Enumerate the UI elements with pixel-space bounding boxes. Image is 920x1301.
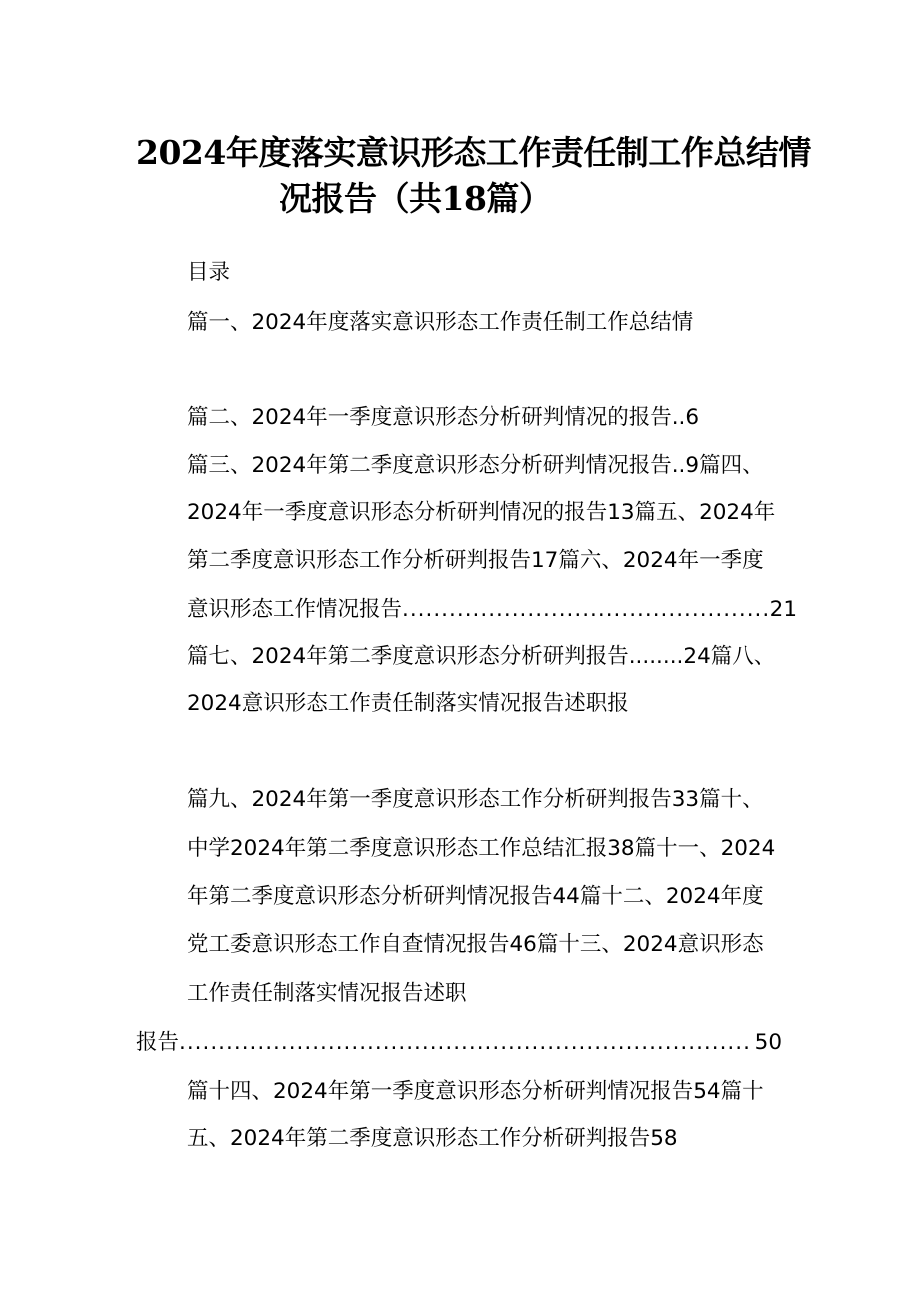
toc-line[interactable]: 第二季度意识形态工作分析研判报告17篇六、2024年一季度 <box>187 548 764 573</box>
toc-leader-line[interactable] <box>187 596 797 624</box>
toc-page-number: 21 <box>769 597 797 622</box>
dot-leader <box>402 596 768 624</box>
toc-leader-text: 意识形态工作情况报告 <box>187 597 403 622</box>
toc-leader-text: 报告 <box>136 1030 180 1055</box>
toc-line[interactable]: 2024年一季度意识形态分析研判情况的报告13篇五、2024年 <box>187 500 776 525</box>
toc-line[interactable]: 篇九、2024年第一季度意识形态工作分析研判报告33篇十、 <box>187 787 764 812</box>
toc-line[interactable]: 篇三、2024年第二季度意识形态分析研判情况报告..9篇四、 <box>187 453 764 478</box>
toc-line[interactable]: 篇二、2024年一季度意识形态分析研判情况的报告..6 <box>187 405 700 430</box>
toc-line[interactable]: 篇十四、2024年第一季度意识形态分析研判情况报告54篇十 <box>187 1079 764 1104</box>
toc-leader-line[interactable] <box>136 1029 782 1057</box>
toc-line[interactable]: 党工委意识形态工作自查情况报告46篇十三、2024意识形态 <box>187 932 764 957</box>
toc-line[interactable]: 2024意识形态工作责任制落实情况报告述职报 <box>187 691 629 716</box>
dot-leader <box>179 1029 753 1057</box>
toc-line[interactable]: 五、2024年第二季度意识形态工作分析研判报告58 <box>187 1126 678 1151</box>
toc-line[interactable]: 篇七、2024年第二季度意识形态分析研判报告........24篇八、 <box>187 644 776 669</box>
toc-line[interactable]: 篇一、2024年度落实意识形态工作责任制工作总结情 <box>187 310 694 335</box>
toc-line[interactable]: 中学2024年第二季度意识形态工作总结汇报38篇十一、2024 <box>187 836 776 861</box>
document-title <box>136 130 816 222</box>
toc-line[interactable]: 工作责任制落实情况报告述职 <box>187 981 467 1006</box>
toc-line[interactable]: 年第二季度意识形态分析研判情况报告44篇十二、2024年度 <box>187 884 764 909</box>
toc-heading: 目录 <box>187 260 231 285</box>
document-title-line-1: 2024年度落实意识形态工作责任制工作总结情 <box>136 133 811 172</box>
toc-page-number: 50 <box>754 1030 782 1055</box>
document-title-line-2: 况报告（共18篇） <box>279 179 552 218</box>
